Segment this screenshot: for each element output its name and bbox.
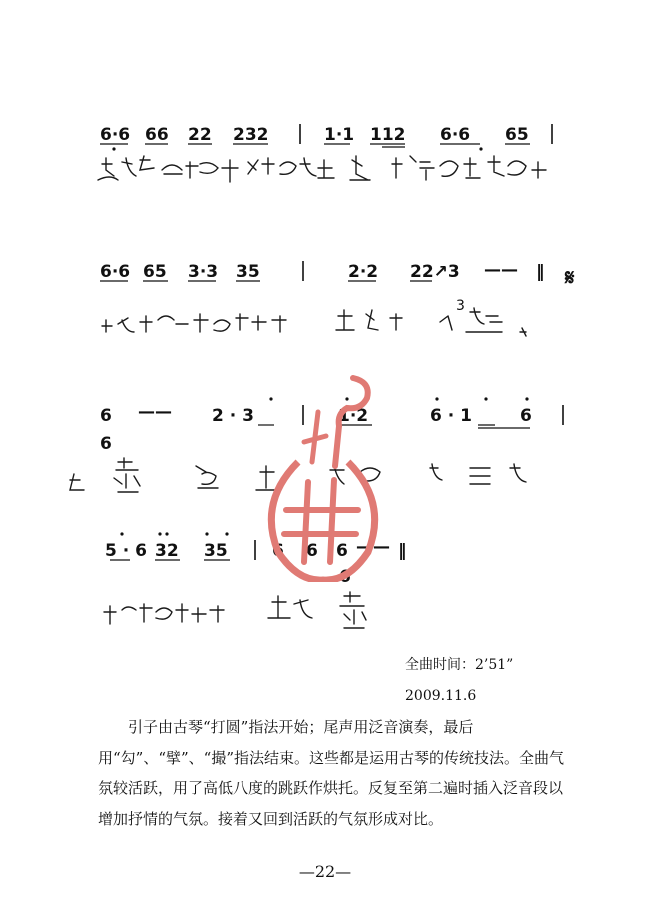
note-group: 35: [236, 262, 260, 282]
note-group: 6: [306, 541, 318, 561]
note-group: 5 · 6: [105, 541, 147, 561]
note-group: 2·2: [348, 262, 379, 282]
staff-row-2: [0, 255, 650, 295]
watermark-seal: [258, 372, 388, 582]
note-group: 2 · 3: [212, 406, 254, 426]
description-paragraph: 引子由古琴“打圆”指法开始；尾声用泛音演奏，最后用“勾”、“擘”、“撮”指法结束。这些都是运用古琴的传统技法。全曲气氛较活跃，用了高低八度的跳跃作烘托。反复至第二遍时插入泛音段以增加抒情的气氛。接着又回到活跃的气氛形成对比。: [98, 718, 565, 828]
note-group: 66: [145, 125, 169, 145]
note-group: 6·6: [100, 125, 131, 145]
note-group: 65: [143, 262, 167, 282]
tab-superscript: 3: [456, 298, 465, 314]
note-group: ‖: [398, 541, 407, 561]
note-group: 6: [520, 406, 532, 426]
note-group: 22↗3: [410, 262, 460, 282]
note-group: 6·6: [440, 125, 471, 145]
note-group: 22: [188, 125, 212, 145]
note-group: 32: [155, 541, 179, 561]
total-time: 全曲时间：2’51”: [405, 657, 514, 673]
note-group: ——: [356, 537, 390, 557]
note-group: 6: [272, 541, 284, 561]
below-note: 6: [339, 567, 351, 587]
note-group: 1·2: [338, 406, 369, 426]
note-group: 6: [100, 406, 112, 426]
note-group: 65: [505, 125, 529, 145]
note-group: 35: [204, 541, 228, 561]
note-group: 232: [233, 125, 269, 145]
qin-tablature-row-4: [0, 588, 650, 648]
note-group: ‖: [536, 262, 545, 282]
qin-tablature-row-1: [0, 150, 650, 210]
note-group: 1·1: [324, 125, 355, 145]
date: 2009.11.6: [405, 688, 477, 704]
below-note: 6: [100, 434, 112, 454]
note-group: ——: [138, 402, 172, 422]
note-group: 112: [370, 125, 406, 145]
note-group: 6: [336, 541, 348, 561]
segno-symbol: 𝄋: [565, 266, 575, 291]
note-group: 6 · 1: [430, 406, 472, 426]
note-group: 3·3: [188, 262, 219, 282]
page-number: —22—: [298, 862, 352, 881]
note-group: ——: [484, 260, 518, 280]
qin-tablature-row-2: [0, 296, 650, 356]
note-group: 6·6: [100, 262, 131, 282]
